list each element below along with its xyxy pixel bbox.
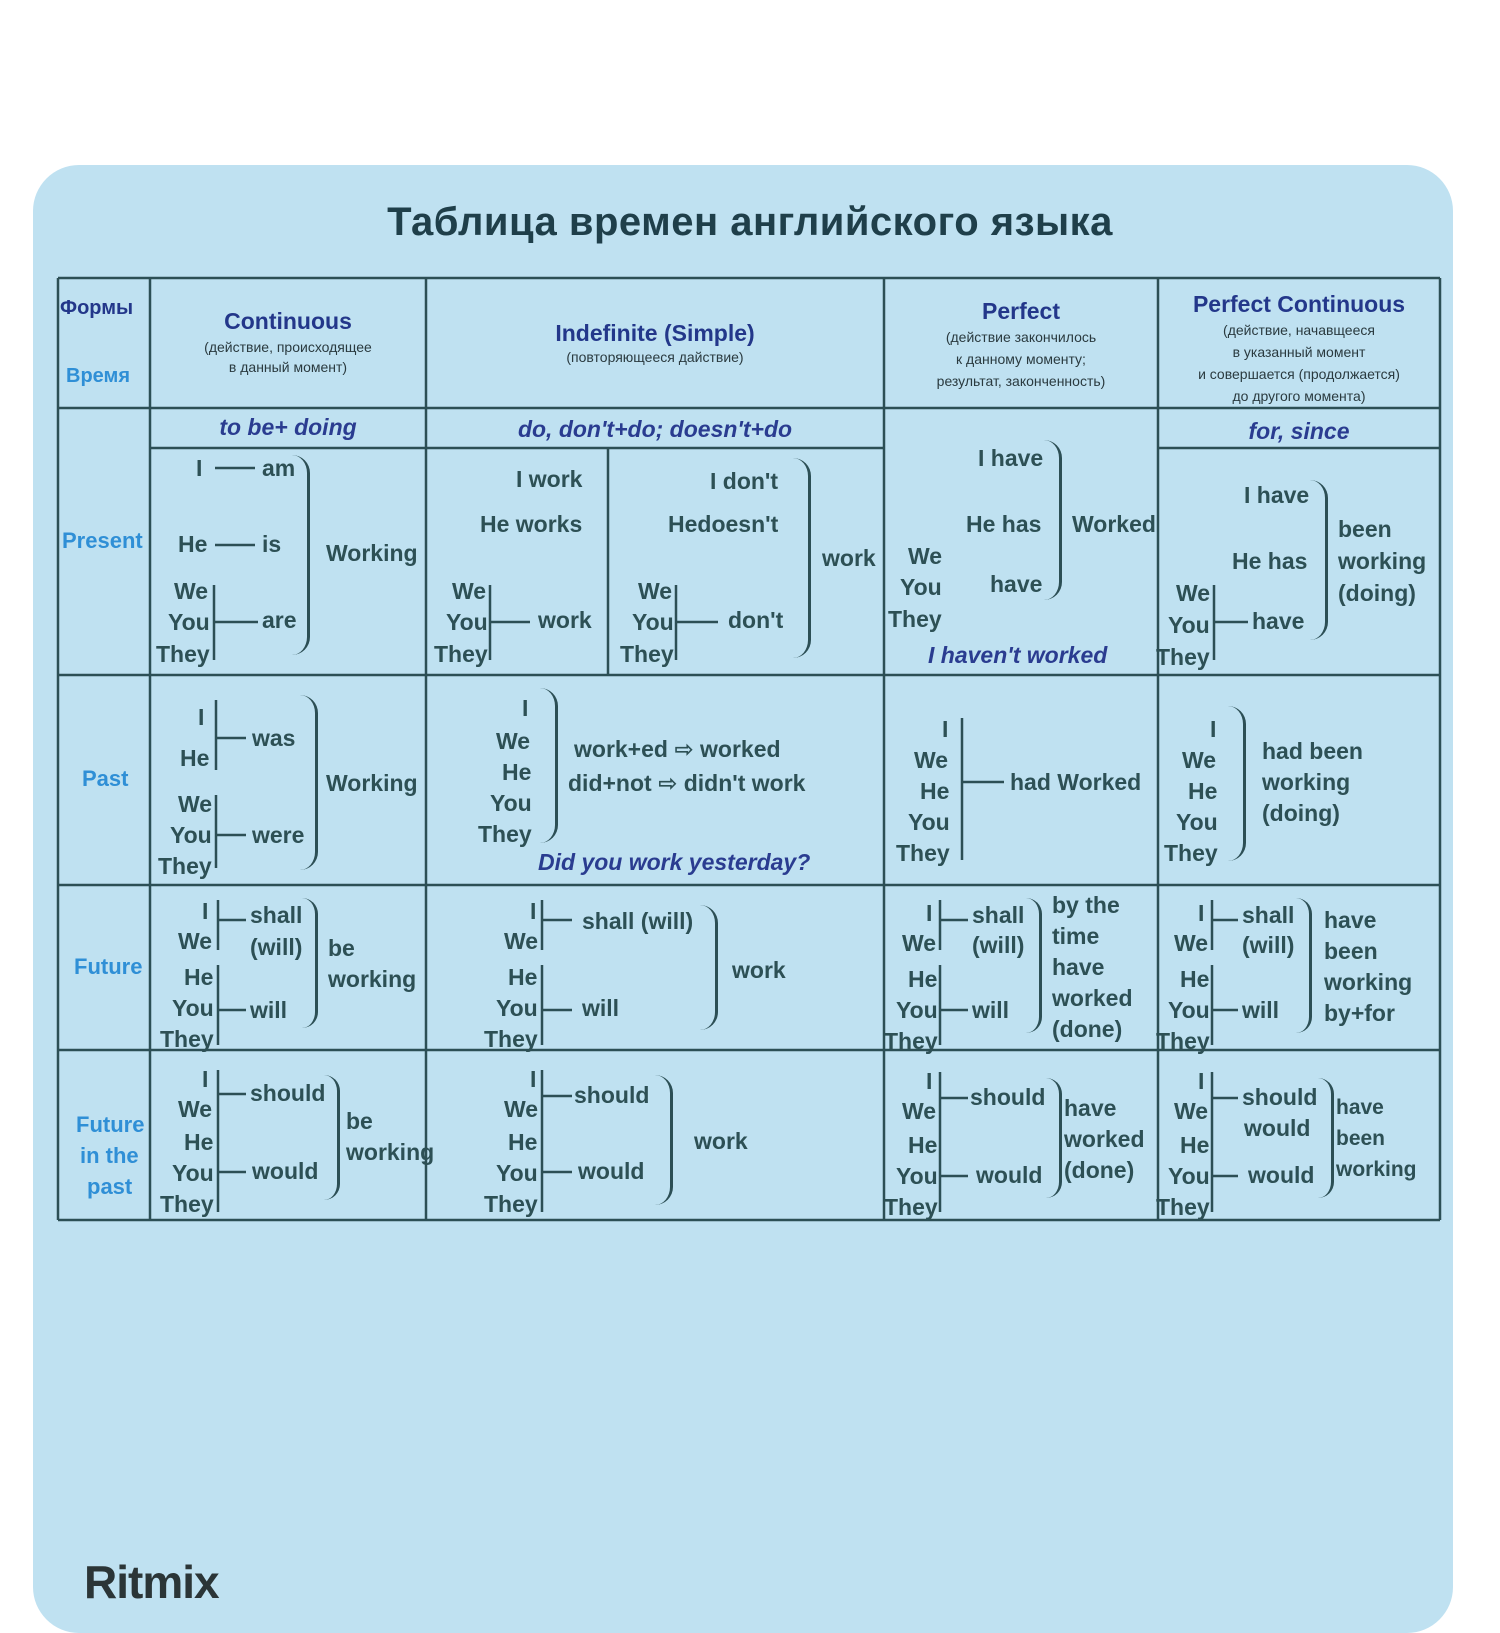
verb-should: should [1242,1084,1318,1110]
result: been [1336,1127,1386,1150]
pronoun: He [1188,778,1218,804]
verb-will: will [972,997,1010,1023]
result: have [1064,1095,1117,1121]
brace [1026,898,1042,1033]
pronoun: We [504,928,539,954]
marker-indefinite: do, don't+do; doesn't+do [517,416,793,442]
verb-shall: shall [1242,902,1295,928]
example: Hedoesn't [668,511,779,537]
indefinite-header: Indefinite (Simple) [555,320,755,346]
verb-would: would [578,1158,645,1184]
result: working [1324,969,1413,995]
brace [540,688,558,843]
result: Worked [1072,511,1156,537]
perfect-continuous-desc: (действие, начавщееся [1223,322,1375,338]
pronoun: They [888,606,942,632]
perfect-continuous-desc: до другого момента) [1232,388,1366,404]
mousepad [33,165,1453,1633]
pronoun: They [484,1026,538,1052]
result: worked [1052,985,1133,1011]
pronoun: I [202,898,209,924]
perfect-continuous-desc: в указанный момент [1232,344,1366,360]
pronoun: He [184,1129,214,1155]
pronoun: We [638,578,673,604]
marker-perfect-continuous: for, since [1248,418,1350,444]
verb-was: was [252,725,296,751]
result: working [1338,548,1427,574]
rule: work+ed ⇨ worked [574,736,781,762]
brace [1046,1078,1062,1198]
pronoun: We [178,928,213,954]
verb: don't [728,607,784,633]
pronoun: They [1156,1028,1210,1054]
row-future-in-past: in the [80,1143,139,1168]
verb: have [990,571,1043,597]
pronoun: I [530,898,537,924]
verb-should: should [574,1082,650,1108]
pronoun: They [160,1026,214,1052]
result: have [1336,1096,1384,1119]
result: worked [1064,1126,1145,1152]
row-future: Future [74,954,143,979]
result: be [328,935,355,961]
marker-continuous: to be+ doing [219,414,357,440]
verb-would: would [1248,1162,1315,1188]
pronoun: He [184,964,214,990]
negative-example: I haven't worked [928,642,1108,668]
pronoun: He [908,1132,938,1158]
pronoun: They [1164,840,1218,866]
result: (doing) [1338,580,1416,606]
time-header: Время [66,365,130,387]
verb-would: would [252,1158,319,1184]
brand-logo: Ritmix [84,1556,219,1608]
example: I have [1244,482,1310,508]
result: by+for [1324,1000,1395,1026]
result: had been [1262,738,1363,764]
page-title: Таблица времен английского языка [387,200,1113,244]
row-future-in-past: Future [76,1112,145,1137]
verb-would: would [1244,1115,1311,1141]
pronoun: They [160,1191,214,1217]
verb-would: would [976,1162,1043,1188]
pronoun: You [168,609,210,635]
verb: have [1252,608,1305,634]
example: I have [978,445,1044,471]
pronoun: They [884,1194,938,1220]
pronoun: I [196,455,203,481]
result: (done) [1064,1157,1135,1183]
pronoun: You [1168,997,1210,1023]
result: work [822,545,876,571]
perfect-header: Perfect [982,298,1060,324]
pronoun: We [1182,747,1217,773]
brace [793,458,811,658]
example: He has [966,511,1042,537]
pronoun: I [198,704,205,730]
brace [1318,1078,1334,1198]
row-future-in-past: past [87,1174,133,1199]
pronoun: I [1210,716,1217,742]
result: (done) [1052,1016,1123,1042]
result: (doing) [1262,800,1340,826]
verb-are: are [262,607,297,633]
pronoun: They [896,840,950,866]
pronoun: You [170,822,212,848]
pronoun: We [178,1096,213,1122]
pronoun: They [1156,644,1210,670]
pronoun: He [1180,1132,1210,1158]
pronoun: We [908,543,943,569]
result: have [1052,954,1105,980]
brace [302,898,318,1028]
pronoun: We [178,791,213,817]
result: Working [326,540,418,566]
pronoun: I [1198,900,1205,926]
verb-will: (will) [250,934,303,960]
pronoun: We [1174,1098,1209,1124]
question-example: Did you work yesterday? [538,849,811,875]
result: working [346,1139,435,1165]
result: Working [326,770,418,796]
pronoun: I [926,1068,933,1094]
perfect-desc: (действие закончилось [945,329,1097,345]
result: been [1338,516,1392,542]
pronoun: He [508,964,538,990]
result: have [1324,907,1377,933]
brace [324,1075,340,1200]
verb-is: is [262,531,282,557]
pronoun: He [1180,966,1210,992]
pronoun: You [1168,612,1210,638]
indefinite-desc: (повторяющееся дайствие) [566,349,744,365]
example: I work [516,466,583,492]
result: working [1336,1158,1417,1181]
forms-header: Формы [60,297,134,319]
pronoun: You [896,997,938,1023]
verb-will: will [1242,997,1280,1023]
pronoun: I [942,716,949,742]
perfect-desc: к данному моменту; [956,351,1086,367]
pronoun: They [478,821,532,847]
verb-will: (will) [1242,932,1295,958]
verb-should: should [970,1084,1046,1110]
pronoun: He [180,745,210,771]
verb-should: should [250,1080,326,1106]
pronoun: I [1198,1068,1205,1094]
brace [700,905,718,1030]
result: working [1262,769,1351,795]
pronoun: I [522,695,529,721]
pronoun: He [920,778,950,804]
pronoun: You [172,1160,214,1186]
verb-shall: shall [250,902,303,928]
result: been [1324,938,1378,964]
row-past: Past [82,766,129,791]
pronoun: You [908,809,950,835]
verb-will: (will) [972,932,1025,958]
pronoun: We [902,930,937,956]
pronoun: You [900,574,942,600]
continuous-desc: в данный момент) [228,359,348,375]
pronoun: You [632,609,674,635]
brace [1310,480,1328,640]
pronoun: They [484,1191,538,1217]
example: He works [480,511,583,537]
pronoun: You [496,1160,538,1186]
row-present: Present [62,528,143,553]
pronoun: He [502,759,532,785]
result: working [328,966,417,992]
pronoun: You [496,995,538,1021]
example: He has [1232,548,1308,574]
perfect-continuous-header: Perfect Continuous [1192,291,1406,317]
brace [1228,706,1246,861]
verb-will: will [250,997,288,1023]
pronoun: I [926,900,933,926]
rule: did+not ⇨ didn't work [568,770,806,796]
result: had Worked [1010,769,1142,795]
pronoun: We [174,578,209,604]
result: work [732,957,786,983]
pronoun: They [620,641,674,667]
pronoun: We [504,1096,539,1122]
pronoun: He [508,1129,538,1155]
verb: work [538,607,592,633]
pronoun: He [908,966,938,992]
brace [1296,898,1312,1033]
result: by the [1052,892,1120,918]
pronoun: We [1174,930,1209,956]
pronoun: We [496,728,531,754]
result: be [346,1108,373,1134]
brace [1044,440,1062,600]
verb-were: were [252,822,305,848]
continuous-desc: (действие, происходящее [204,339,372,355]
pronoun: They [884,1028,938,1054]
verb-shall: shall [972,902,1025,928]
perfect-desc: результат, законченность) [936,373,1106,389]
pronoun: They [1156,1194,1210,1220]
perfect-continuous-desc: и совершается (продолжается) [1198,366,1400,382]
pronoun: They [158,853,212,879]
pronoun: I [202,1066,209,1092]
verb-will: will [582,995,620,1021]
pronoun: You [896,1163,938,1189]
pronoun: He [178,531,208,557]
verb-am: am [262,455,296,481]
brace [655,1075,673,1205]
pronoun: We [902,1098,937,1124]
pronoun: I [530,1066,537,1092]
verb-shall: shall (will) [582,908,694,934]
pronoun: We [1176,580,1211,606]
pronoun: You [446,609,488,635]
pronoun: You [1168,1163,1210,1189]
pronoun: We [452,578,487,604]
pronoun: You [172,995,214,1021]
pronoun: You [1176,809,1218,835]
result: work [694,1128,748,1154]
pronoun: They [434,641,488,667]
pronoun: We [914,747,949,773]
example: I don't [710,468,779,494]
result: time [1052,923,1100,949]
pronoun: You [490,790,532,816]
pronoun: They [156,641,210,667]
continuous-header: Continuous [224,308,352,334]
